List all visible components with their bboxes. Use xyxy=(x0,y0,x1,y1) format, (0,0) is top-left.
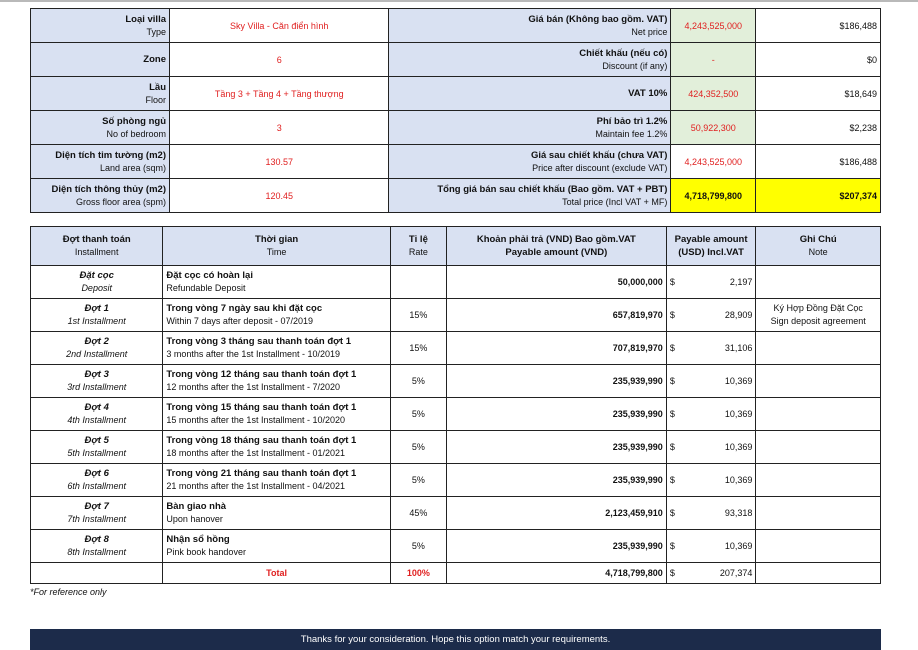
usd-header: Payable amount (USD) Incl.VAT xyxy=(666,227,756,266)
currency-symbol: $ xyxy=(669,508,675,518)
schedule-row xyxy=(31,266,881,299)
zone-label: Zone xyxy=(31,43,170,77)
after-discount-label: Giá sau chiết khấu (chưa VAT) Price after discount (exclude VAT) xyxy=(389,145,671,179)
schedule-row xyxy=(31,299,881,332)
installment-en: 2nd Installment xyxy=(66,349,128,359)
vat-usd: $18,649 xyxy=(756,77,881,111)
vnd-cell: 235,939,990 xyxy=(446,530,666,563)
total-price-vnd: 4,718,799,800 xyxy=(671,179,756,213)
time-cell xyxy=(163,398,390,431)
installment-en: Deposit xyxy=(81,283,112,293)
rate-cell: 5% xyxy=(390,530,446,563)
total-label: Total xyxy=(163,563,390,584)
rate-cell: 5% xyxy=(390,365,446,398)
installment-en: 4th Installment xyxy=(67,415,126,425)
note-line-1: Ký Hợp Đồng Đặt Cọc xyxy=(773,303,863,313)
reference-note: *For reference only xyxy=(30,587,107,597)
type-value: Sky Villa - Căn điển hình xyxy=(170,9,389,43)
currency-symbol: $ xyxy=(669,442,675,452)
installment-cell xyxy=(31,497,163,530)
usd-value: 10,369 xyxy=(724,442,753,452)
usd-cell xyxy=(666,299,756,332)
time-vn: Bàn giao nhà xyxy=(166,501,227,512)
discount-usd: $0 xyxy=(756,43,881,77)
time-cell xyxy=(163,431,390,464)
currency-symbol: $ xyxy=(669,409,675,419)
installment-vn: Đợt 4 xyxy=(84,402,109,413)
installment-en: 5th Installment xyxy=(67,448,126,458)
total-usd: 207,374 xyxy=(719,568,753,578)
total-empty-cell xyxy=(31,563,163,584)
installment-vn: Đặt cọc xyxy=(79,270,114,281)
total-price-usd: $207,374 xyxy=(756,179,881,213)
usd-cell xyxy=(666,530,756,563)
usd-value: 10,369 xyxy=(724,409,753,419)
floor-label: Lầu Floor xyxy=(31,77,170,111)
note-cell xyxy=(756,497,881,530)
currency-symbol: $ xyxy=(669,343,675,353)
rate-cell: 15% xyxy=(390,299,446,332)
after-discount-usd: $186,488 xyxy=(756,145,881,179)
time-en: 12 months after the 1st Installment - 7/2020 xyxy=(166,382,340,392)
net-price-usd: $186,488 xyxy=(756,9,881,43)
total-vnd: 4,718,799,800 xyxy=(446,563,666,584)
installment-en: 6th Installment xyxy=(67,481,126,491)
time-vn: Trong vòng 12 tháng sau thanh toán đợt 1 xyxy=(166,369,357,380)
vnd-header: Khoản phải trả (VND) Bao gồm.VAT Payable amount (VND) xyxy=(446,227,666,266)
discount-vnd: - xyxy=(671,43,756,77)
time-cell xyxy=(163,464,390,497)
note-cell xyxy=(756,266,881,299)
maintain-fee-label: Phí bảo trì 1.2% Maintain fee 1.2% xyxy=(389,111,671,145)
installment-cell xyxy=(31,398,163,431)
discount-label: Chiết khấu (nếu có) Discount (if any) xyxy=(389,43,671,77)
rate-cell: 5% xyxy=(390,431,446,464)
time-en: Pink book handover xyxy=(166,547,246,557)
time-cell xyxy=(163,332,390,365)
note-cell xyxy=(756,332,881,365)
vnd-cell: 235,939,990 xyxy=(446,431,666,464)
installment-cell xyxy=(31,332,163,365)
rate-cell: 15% xyxy=(390,332,446,365)
usd-cell xyxy=(666,398,756,431)
currency-symbol: $ xyxy=(669,310,675,320)
installment-en: 3rd Installment xyxy=(67,382,127,392)
currency-symbol: $ xyxy=(669,376,675,386)
vnd-cell: 2,123,459,910 xyxy=(446,497,666,530)
note-header: Ghi Chú Note xyxy=(756,227,881,266)
villa-info-table xyxy=(30,8,881,213)
time-vn: Trong vòng 15 tháng sau thanh toán đợt 1 xyxy=(166,402,357,413)
time-cell xyxy=(163,266,390,299)
usd-value: 2,197 xyxy=(729,277,753,287)
usd-cell xyxy=(666,332,756,365)
total-note-cell xyxy=(756,563,881,584)
note-line-2: Sign deposit agreement xyxy=(770,316,866,326)
vat-label: VAT 10% xyxy=(389,77,671,111)
usd-value: 93,318 xyxy=(724,508,753,518)
bedroom-value: 3 xyxy=(170,111,389,145)
usd-cell xyxy=(666,464,756,497)
installment-cell xyxy=(31,266,163,299)
currency-symbol: $ xyxy=(669,277,675,287)
installment-cell xyxy=(31,365,163,398)
bedroom-label: Số phòng ngủ No of bedroom xyxy=(31,111,170,145)
land-area-label: Diện tích tim tường (m2) Land area (sqm) xyxy=(31,145,170,179)
installment-vn: Đợt 5 xyxy=(84,435,109,446)
time-en: 3 months after the 1st Installment - 10/2019 xyxy=(166,349,340,359)
net-price-label: Giá bán (Không bao gồm. VAT) Net price xyxy=(389,9,671,43)
time-vn: Đặt cọc có hoàn lại xyxy=(166,270,253,281)
rate-cell: 5% xyxy=(390,398,446,431)
usd-cell xyxy=(666,431,756,464)
time-cell xyxy=(163,365,390,398)
vat-vnd: 424,352,500 xyxy=(671,77,756,111)
installment-vn: Đợt 1 xyxy=(84,303,109,314)
currency-symbol: $ xyxy=(669,541,675,551)
installment-vn: Đợt 7 xyxy=(84,501,109,512)
time-cell xyxy=(163,530,390,563)
gross-area-value: 120.45 xyxy=(170,179,389,213)
installment-vn: Đợt 3 xyxy=(84,369,109,380)
time-vn: Trong vòng 18 tháng sau thanh toán đợt 1 xyxy=(166,435,357,446)
note-cell xyxy=(756,299,881,332)
type-label: Loại villa Type xyxy=(31,9,170,43)
rate-cell: 5% xyxy=(390,464,446,497)
time-en: 18 months after the 1st Installment - 01/2021 xyxy=(166,448,345,458)
payment-schedule-table xyxy=(30,226,881,584)
installment-en: 1st Installment xyxy=(67,316,126,326)
installment-cell xyxy=(31,431,163,464)
schedule-row xyxy=(31,464,881,497)
installment-vn: Đợt 8 xyxy=(84,534,109,545)
installment-cell xyxy=(31,530,163,563)
note-cell xyxy=(756,365,881,398)
time-en: 21 months after the 1st Installment - 04/2021 xyxy=(166,481,345,491)
total-rate: 100% xyxy=(390,563,446,584)
schedule-row xyxy=(31,497,881,530)
note-cell xyxy=(756,431,881,464)
zone-value: 6 xyxy=(170,43,389,77)
installment-en: 8th Installment xyxy=(67,547,126,557)
time-en: Upon hanover xyxy=(166,514,223,524)
total-price-label: Tổng giá bán sau chiết khấu (Bao gồm. VAT + PBT) Total price (Incl VAT + MF) xyxy=(389,179,671,213)
installment-header: Đợt thanh toán Installment xyxy=(31,227,163,266)
note-cell xyxy=(756,398,881,431)
rate-cell: 45% xyxy=(390,497,446,530)
time-vn: Nhận sổ hồng xyxy=(166,534,230,545)
time-cell xyxy=(163,497,390,530)
land-area-value: 130.57 xyxy=(170,145,389,179)
usd-value: 28,909 xyxy=(724,310,753,320)
footer-banner: Thanks for your consideration. Hope this option match your requirements. xyxy=(30,629,881,650)
installment-vn: Đợt 6 xyxy=(84,468,109,479)
time-header: Thời gian Time xyxy=(163,227,390,266)
time-en: Within 7 days after deposit - 07/2019 xyxy=(166,316,313,326)
time-vn: Trong vòng 21 tháng sau thanh toán đợt 1 xyxy=(166,468,357,479)
floor-value: Tầng 3 + Tầng 4 + Tầng thượng xyxy=(170,77,389,111)
schedule-row xyxy=(31,398,881,431)
vnd-cell: 235,939,990 xyxy=(446,365,666,398)
time-en: Refundable Deposit xyxy=(166,283,246,293)
total-usd-cell xyxy=(666,563,756,584)
usd-cell xyxy=(666,497,756,530)
schedule-row xyxy=(31,530,881,563)
schedule-row xyxy=(31,332,881,365)
gross-area-label: Diện tích thông thủy (m2) Gross floor area (spm) xyxy=(31,179,170,213)
vnd-cell: 50,000,000 xyxy=(446,266,666,299)
time-vn: Trong vòng 7 ngày sau khi đặt cọc xyxy=(166,303,323,314)
usd-value: 10,369 xyxy=(724,541,753,551)
installment-vn: Đợt 2 xyxy=(84,336,109,347)
rate-cell xyxy=(390,266,446,299)
currency-symbol: $ xyxy=(669,475,675,485)
time-vn: Trong vòng 3 tháng sau thanh toán đợt 1 xyxy=(166,336,352,347)
usd-value: 31,106 xyxy=(724,343,753,353)
usd-cell xyxy=(666,365,756,398)
installment-cell xyxy=(31,299,163,332)
usd-value: 10,369 xyxy=(724,376,753,386)
time-cell xyxy=(163,299,390,332)
vnd-cell: 657,819,970 xyxy=(446,299,666,332)
usd-cell xyxy=(666,266,756,299)
schedule-row xyxy=(31,365,881,398)
installment-cell xyxy=(31,464,163,497)
top-divider xyxy=(0,0,918,2)
after-discount-vnd: 4,243,525,000 xyxy=(671,145,756,179)
vnd-cell: 235,939,990 xyxy=(446,398,666,431)
maintain-fee-vnd: 50,922,300 xyxy=(671,111,756,145)
vnd-cell: 707,819,970 xyxy=(446,332,666,365)
installment-en: 7th Installment xyxy=(67,514,126,524)
time-en: 15 months after the 1st Installment - 10/2020 xyxy=(166,415,345,425)
maintain-fee-usd: $2,238 xyxy=(756,111,881,145)
note-cell xyxy=(756,464,881,497)
net-price-vnd: 4,243,525,000 xyxy=(671,9,756,43)
schedule-row xyxy=(31,431,881,464)
rate-header: Tỉ lệ Rate xyxy=(390,227,446,266)
currency-symbol: $ xyxy=(669,568,675,578)
total-row xyxy=(31,563,881,584)
note-cell xyxy=(756,530,881,563)
usd-value: 10,369 xyxy=(724,475,753,485)
quotation-sheet xyxy=(30,8,881,597)
vnd-cell: 235,939,990 xyxy=(446,464,666,497)
